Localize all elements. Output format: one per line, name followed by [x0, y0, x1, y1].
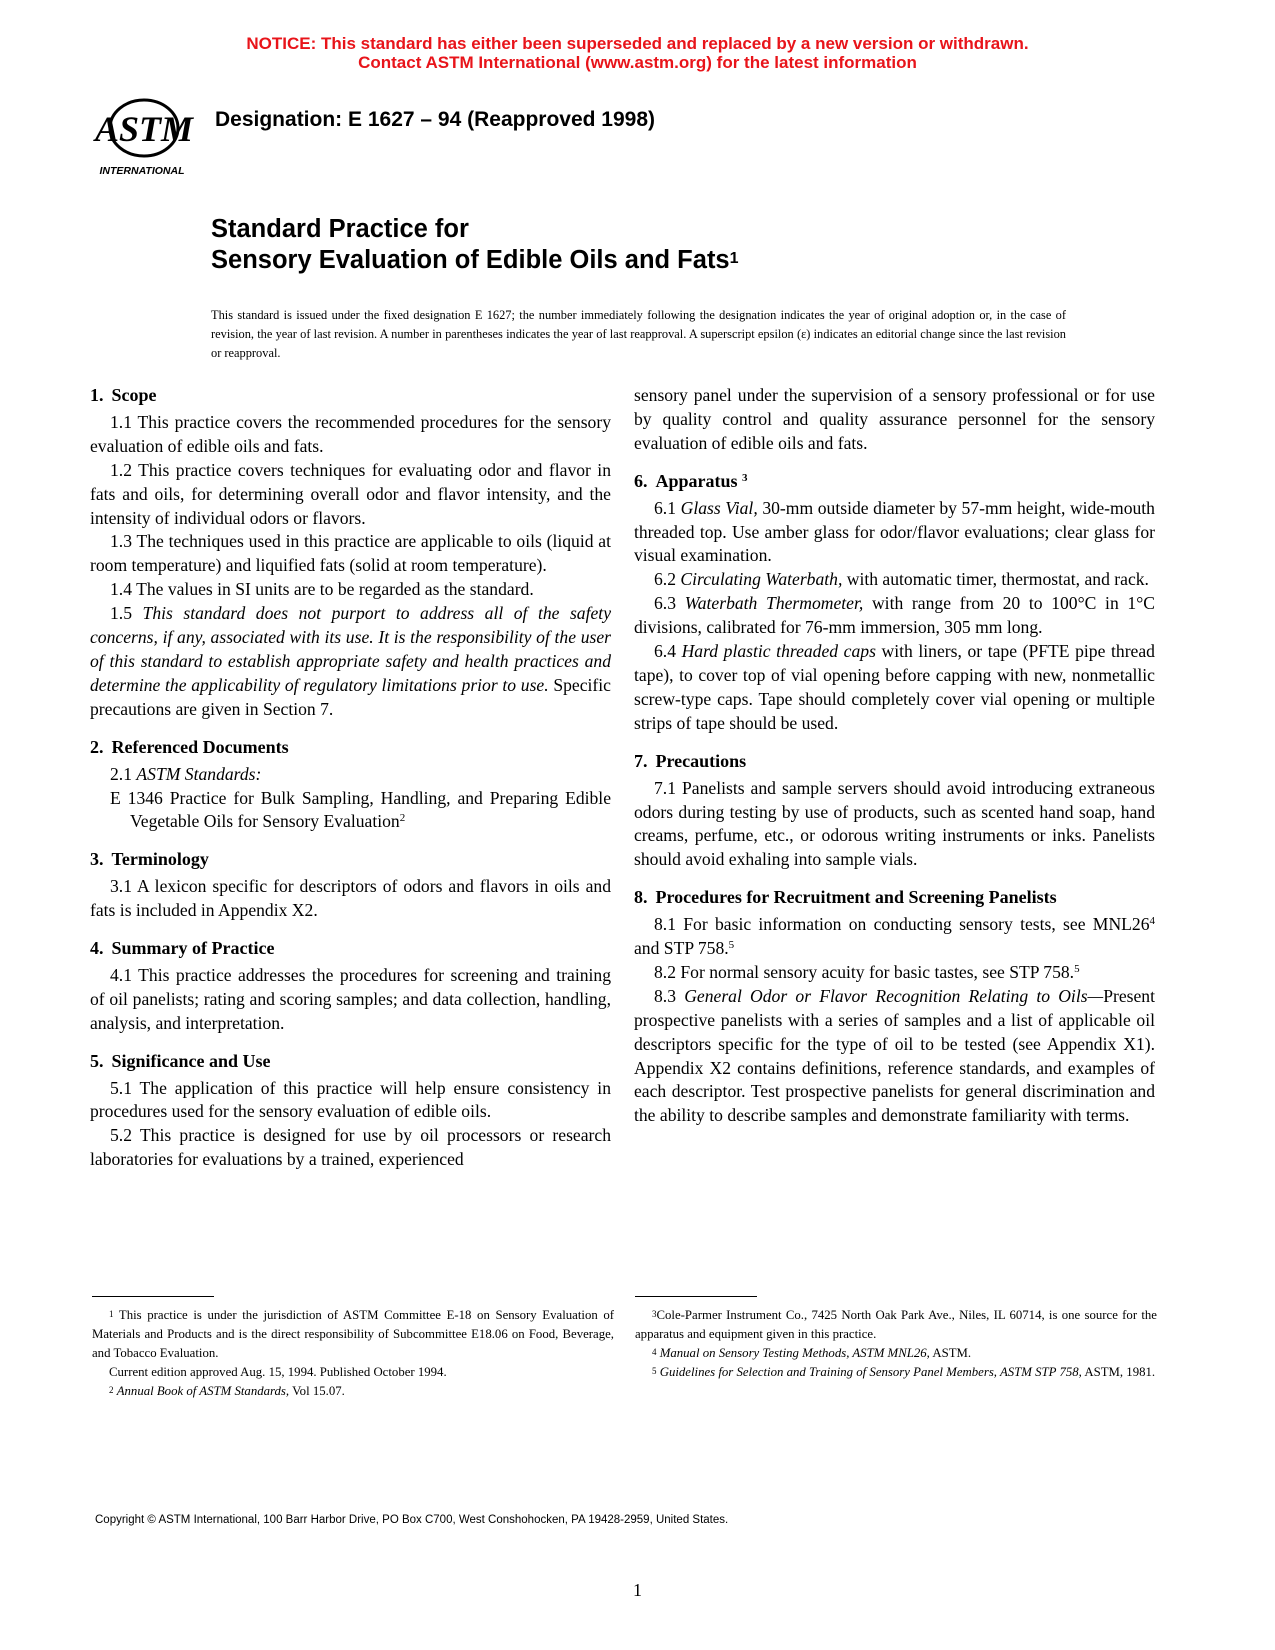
para-8-3: 8.3 General Odor or Flavor Recognition Relating to Oils—Present prospective panelists with a series of samples and a list of applicable oil descriptors specific for the type of oil to be tested (see Appendix X1). Appendix X2 contains definitions, reference standards, and examples of each descriptor. Test prospective panelists for general discrimination and the ability to describe samples and demonstrate familiarity with terms. — [634, 985, 1155, 1126]
para-6-1: 6.1 Glass Vial, 30-mm outside diameter by 57-mm height, wide-mouth threaded top. Use amber glass for odor/flavor evaluations; clear glass for visual examination. — [634, 497, 1155, 566]
section-2-heading: 2. Referenced Documents — [90, 736, 289, 757]
para-1-1: 1.1 This practice covers the recommended procedures for the sensory evaluation of edible oils and fats. — [90, 411, 611, 456]
para-3-1: 3.1 A lexicon specific for descriptors of odors and flavors in oils and fats is included in Appendix X2. — [90, 876, 611, 921]
title-line-1: Standard Practice for — [211, 215, 469, 243]
footnote-2: $^2$ Annual Book of ASTM Standards, Vol 15.07. — [109, 1384, 345, 1398]
notice-line-2: Contact ASTM International (www.astm.org) for the latest information — [358, 53, 917, 72]
section-7-heading: 7. Precautions — [634, 750, 747, 771]
para-5-2: 5.2 This practice is designed for use by oil processors or research laboratories for evaluations by a trained, experienced — [90, 1125, 611, 1170]
para-4-1: 4.1 This practice addresses the procedures for screening and training of oil panelists; rating and scoring samples; and data collection, handling, analysis, and interpretation. — [90, 964, 611, 1033]
footnote-1: $^1$ This practice is under the jurisdiction of ASTM Committee E-18 on Sensory Evaluation of Materials and Products and is the direct responsibility of Subcommittee E18.06 on Food, Beverage, and Tobacco Evaluation. — [92, 1308, 615, 1360]
para-1-2: 1.2 This practice covers techniques for evaluating odor and flavor in fats and oils, for determining overall odor and flavor intensity, and the intensity of individual odors or flavors. — [90, 459, 611, 528]
logo-letters: ASTM — [94, 109, 194, 149]
para-8-1: 8.1 For basic information on conducting sensory tests, see MNL26$^4$ and STP 758.$^5$ — [634, 914, 1155, 959]
copyright-line: Copyright © ASTM International, 100 Barr Harbor Drive, PO Box C700, West Conshohocken, PA 19428-2959, United States. — [95, 1514, 729, 1526]
footnote-5: $^5$ Guidelines for Selection and Training of Sensory Panel Members, ASTM STP 758, ASTM, 1981. — [652, 1365, 1156, 1379]
para-1-4: 1.4 The values in SI units are to be regarded as the standard. — [110, 579, 534, 600]
footnote-rule-right — [635, 1296, 757, 1297]
footnote-3: $^3$Cole-Parmer Instrument Co., 7425 North Oak Park Ave., Niles, IL 60714, is one source for the apparatus and equipment given in this practice. — [635, 1308, 1157, 1341]
para-8-2: 8.2 For normal sensory acuity for basic tastes, see STP 758.$^5$ — [654, 961, 1080, 982]
title-line-2: Sensory Evaluation of Edible Oils and Fats — [211, 246, 730, 274]
referenced-standard: E 1346 Practice for Bulk Sampling, Handling, and Preparing Edible Vegetable Oils for Sensory Evaluation$^2$ — [110, 787, 611, 832]
para-7-1: 7.1 Panelists and sample servers should avoid introducing extraneous odors during testing by use of products, such as scented hand soap, hand creams, perfume, etc., or odorous writing instruments or inks. Panelists should avoid exhaling into sample vials. — [634, 777, 1155, 870]
notice-line-1: NOTICE: This standard has either been superseded and replaced by a new version or withdrawn. — [246, 34, 1029, 53]
footnotes-left — [92, 1306, 614, 1401]
footnotes-right — [635, 1306, 1157, 1382]
para-1-3: 1.3 The techniques used in this practice are applicable to oils (liquid at room temperature) and liquified fats (solid at room temperature). — [90, 531, 611, 576]
footnote-4: $^4$ Manual on Sensory Testing Methods, ASTM MNL26, ASTM. — [652, 1346, 972, 1360]
footnote-rule-left — [92, 1296, 214, 1297]
title-footnote-ref: 1 — [729, 250, 739, 267]
logo-subtitle: INTERNATIONAL — [99, 165, 185, 177]
document-title — [211, 214, 739, 276]
section-1-heading: 1. Scope — [90, 385, 157, 405]
left-column — [90, 384, 611, 1172]
right-column — [634, 384, 1155, 1128]
designation: Designation: E 1627 – 94 (Reapproved 1998) — [215, 108, 656, 131]
section-4-heading: 4. Summary of Practice — [90, 938, 275, 959]
para-2-1: 2.1 ASTM Standards: — [110, 763, 262, 784]
para-6-3: 6.3 Waterbath Thermometer, with range from 20 to 100°C in 1°C divisions, calibrated for 76-mm immersion, 305 mm long. — [634, 593, 1155, 638]
section-6-heading: 6. Apparatus $^3$ — [634, 470, 748, 491]
page-number: 1 — [633, 1580, 642, 1600]
para-5-1: 5.1 The application of this practice will help ensure consistency in procedures used for the sensory evaluation of edible oils. — [90, 1077, 611, 1122]
section-3-heading: 3. Terminology — [90, 849, 209, 870]
para-5-2-continued: sensory panel under the supervision of a sensory professional or for use by quality control and quality assurance personnel for the sensory evaluation of edible oils and fats. — [634, 385, 1155, 453]
issuance-note: This standard is issued under the fixed designation E 1627; the number immediately following the designation indicates the year of original adoption or, in the case of revision, the year of last revision. A number in parentheses indicates the year of last reapproval. A superscript epsilon (ε) indicates an editorial change since the last revision or reapproval. — [211, 308, 1066, 360]
section-5-heading: 5. Significance and Use — [90, 1050, 271, 1071]
para-1-5: 1.5 This standard does not purport to address all of the safety concerns, if any, associated with its use. It is the responsibility of the user of this standard to establish appropriate safety and health practices and determine the applicability of regulatory limitations prior to use. Specific precautions are given in Section 7. — [90, 603, 612, 719]
astm-logo — [92, 96, 202, 178]
para-6-2: 6.2 Circulating Waterbath, with automatic timer, thermostat, and rack. — [654, 569, 1149, 590]
withdrawn-notice — [0, 34, 1275, 72]
section-8-heading: 8. Procedures for Recruitment and Screening Panelists — [634, 887, 1057, 908]
para-6-4: 6.4 Hard plastic threaded caps with liners, or tape (PFTE pipe thread tape), to cover top of vial opening before capping with new, nonmetallic screw-type caps. Tape should completely cover vial opening or multiple strips of tape should be used. — [634, 641, 1155, 733]
footnote-1-edition: Current edition approved Aug. 15, 1994. Published October 1994. — [109, 1365, 447, 1379]
